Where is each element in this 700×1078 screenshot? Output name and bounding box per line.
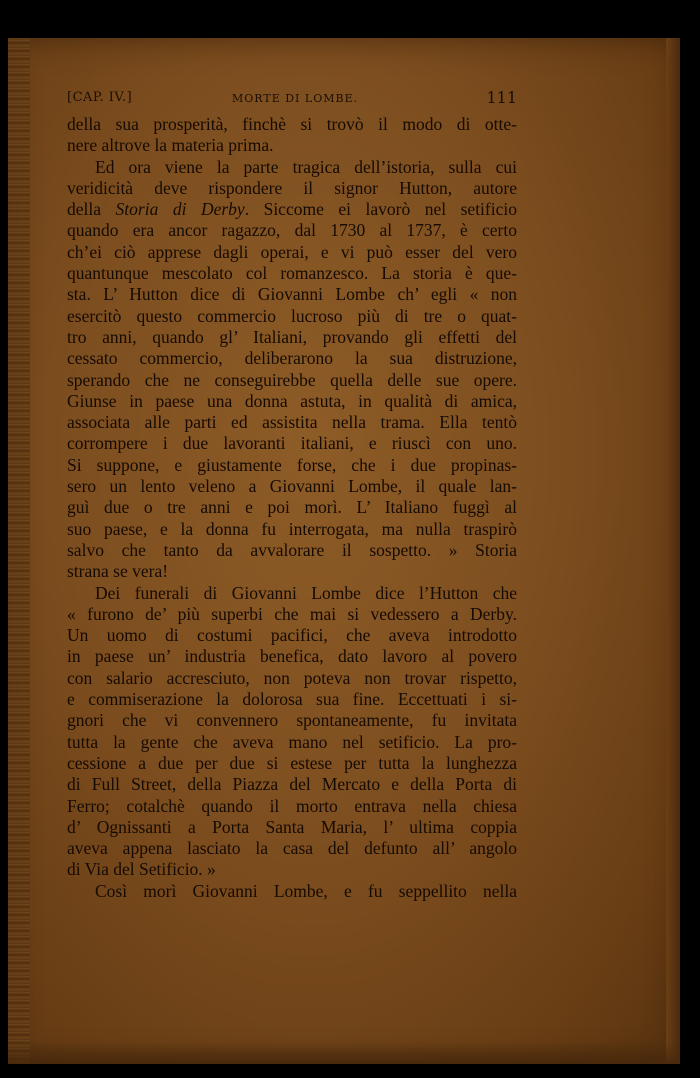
text-line: quantunque mescolato col romanzesco. La storia è que- [67,263,517,284]
text-line: ch’ei ciò apprese dagli operai, e vi può esser del vero [67,241,517,262]
text-line: salvo che tanto da avvalorare il sospetto. » Storia [67,539,517,560]
page-right-edge [666,38,680,1064]
text-line: aveva appena lasciato la casa del defunto all’ angolo [67,838,517,859]
page-bottom-shadow [8,1042,680,1064]
text-line: di Via del Setificio. » [67,859,216,880]
text-line: nere altrove la materia prima. [67,135,274,156]
text-line: Dei funerali di Giovanni Lombe dice l’Hutton che [95,582,517,603]
text-line: d’ Ognissanti a Porta Santa Maria, l’ ultima coppia [67,816,517,837]
page-number: 111 [486,88,517,107]
text-line: cessione a due per due si estese per tutta la lunghezza [67,752,517,773]
text-line: della Storia di Derby. Siccome ei lavorò nel setificio [67,199,517,220]
text-line: e commiserazione la dolorosa sua fine. Eccettuati i si- [67,689,517,710]
text-line: quando era ancor ragazzo, dal 1730 al 1737, è certo [67,220,517,241]
text-line: Giunse in paese una donna astuta, in qualità di amica, [67,390,517,411]
page-binding-edge [8,38,30,1064]
text-line: tutta la gente che aveva mano nel setificio. La pro- [67,731,517,752]
text-line: gnori che vi convennero spontaneamente, fu invitata [67,710,517,731]
text-line: Un uomo di costumi pacifici, che aveva introdotto [67,625,517,646]
text-line: strana se vera! [67,561,169,582]
text-line: sta. L’ Hutton dice di Giovanni Lombe ch’ egli « non [67,284,517,305]
text-line: con salario accresciuto, non poteva non trovar rispetto, [67,667,517,688]
text-line: associata alle parti ed assistita nella trama. Ella tentò [67,412,517,433]
text-line: sero un lento veleno a Giovanni Lombe, il quale lan- [67,476,517,497]
text-line: Ed ora viene la parte tragica dell’istoria, sulla cui [95,156,517,177]
text-line: in paese un’ industria benefica, dato lavoro al povero [67,646,517,667]
body-text [67,114,517,902]
chapter-label: [CAP. IV.] [67,90,133,105]
text-line: di Full Street, della Piazza del Mercato e della Porta di [67,774,517,795]
text-line: esercitò questo commercio lucroso più di tre o quat- [67,305,517,326]
running-header [67,86,527,110]
text-line: corrompere i due lavoranti italiani, e riuscì con uno. [67,433,517,454]
text-line: sperando che ne conseguirebbe quella delle sue opere. [67,369,517,390]
text-line: suo paese, e la donna fu interrogata, ma nulla traspirò [67,518,517,539]
text-line: « furono de’ più superbi che mai si vedessero a Derby. [67,603,517,624]
text-line: Ferro; cotalchè quando il morto entrava nella chiesa [67,795,517,816]
text-line: cessato commercio, deliberarono la sua distruzione, [67,348,517,369]
running-title: MORTE DI LOMBE. [232,92,359,105]
text-line: veridicità deve rispondere il signor Hutton, autore [67,177,517,198]
text-line: Così morì Giovanni Lombe, e fu seppellito nella [95,880,517,901]
text-line: tro anni, quando gl’ Italiani, provando gli effetti del [67,326,517,347]
text-line: guì due o tre anni e poi morì. L’ Italiano fuggì al [67,497,517,518]
text-line: della sua prosperità, finchè si trovò il modo di otte- [67,114,517,134]
text-line: Si suppone, e giustamente forse, che i due propinas- [67,454,517,475]
